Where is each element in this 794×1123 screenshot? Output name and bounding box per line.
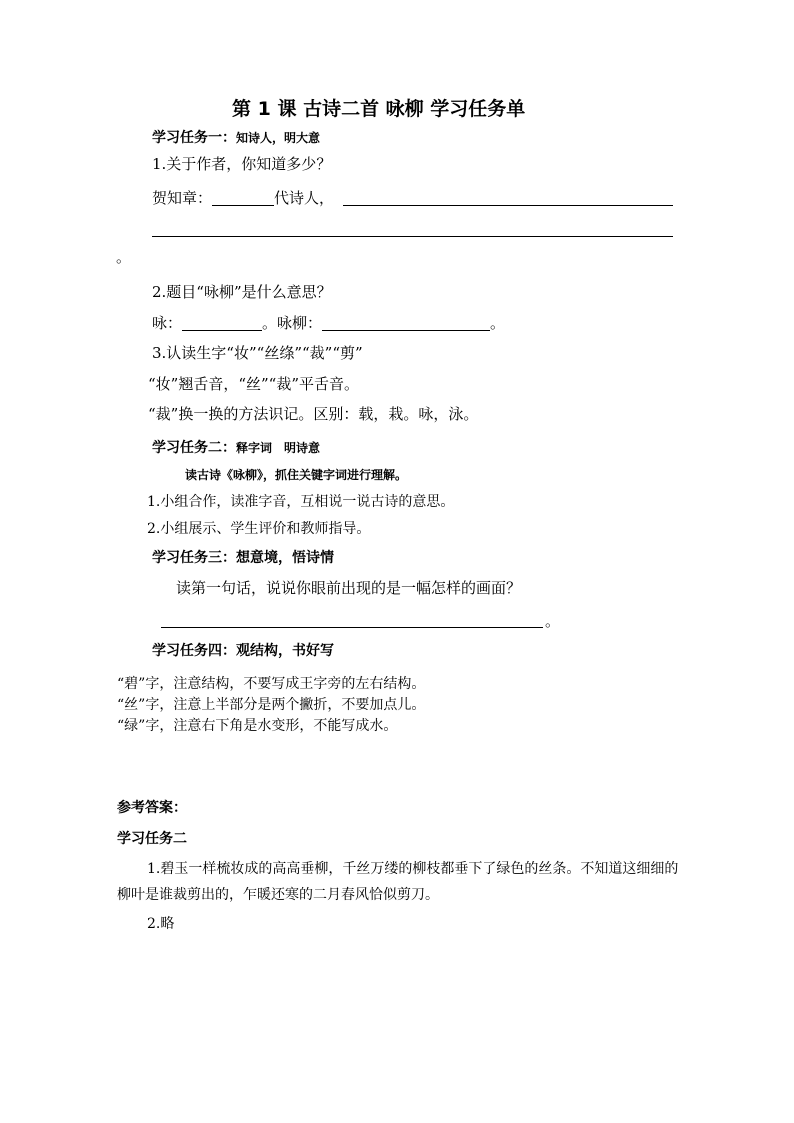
author-period: 。 bbox=[116, 248, 132, 266]
author-description-blank[interactable] bbox=[343, 205, 673, 206]
yongliu-end: 。 bbox=[490, 314, 506, 332]
task2-intro: 读古诗《咏柳》，抓住关键字词进行理解。 bbox=[185, 468, 408, 482]
yong-prefix: 咏： bbox=[152, 314, 183, 332]
author-fill-row bbox=[152, 191, 334, 206]
answers-heading: 参考答案： bbox=[117, 800, 187, 816]
task2-item-2: 2.小组展示、学生评价和教师指导。 bbox=[147, 521, 371, 537]
task1-subheading: 知诗人，明大意 bbox=[236, 131, 321, 145]
task4-line-1: “碧”字，注意结构，不要写成王字旁的左右结构。 bbox=[117, 676, 426, 692]
task2-subheading: 释字词 明诗意 bbox=[236, 441, 321, 455]
task2-heading-row bbox=[152, 439, 320, 455]
author-mid: 代诗人， bbox=[274, 189, 335, 207]
author-prefix: 贺知章： bbox=[152, 189, 213, 207]
task1-q3-line-2: “裁”换一换的方法识记。区别：载，栽。咏，泳。 bbox=[148, 405, 479, 423]
answer-1-line-1: 1.碧玉一样梳妆成的高高垂柳，千丝万缕的柳枝都垂下了绿色的丝条。不知道这细细的 bbox=[147, 861, 679, 877]
task2-heading: 学习任务二： bbox=[152, 440, 236, 456]
yong-blank[interactable] bbox=[182, 316, 262, 331]
task1-heading: 学习任务一： bbox=[152, 130, 236, 146]
task3-heading: 学习任务三：想意境，悟诗情 bbox=[152, 550, 334, 566]
task3-answer-blank[interactable] bbox=[161, 627, 543, 628]
answer-2: 2.略 bbox=[147, 916, 175, 932]
task4-line-2: “丝”字，注意上半部分是两个撇折，不要加点儿。 bbox=[117, 697, 426, 713]
task1-heading-row bbox=[152, 129, 320, 145]
task4-line-3: “绿”字，注意右下角是水变形，不能写成水。 bbox=[117, 718, 398, 734]
dynasty-blank[interactable] bbox=[212, 191, 274, 206]
page-title: 第 1 课 古诗二首 咏柳 学习任务单 bbox=[232, 98, 526, 120]
answers-subheading: 学习任务二 bbox=[117, 831, 187, 847]
task3-question: 读第一句话，说说你眼前出现的是一幅怎样的画面？ bbox=[176, 579, 522, 597]
yongliu-blank[interactable] bbox=[322, 316, 490, 331]
yong-fill-row bbox=[152, 316, 505, 331]
task1-question-2: 2.题目“咏柳”是什么意思？ bbox=[152, 283, 332, 301]
task1-q3-line-1: “妆”翘舌音，“丝”“裁”平舌音。 bbox=[148, 375, 360, 393]
task4-heading: 学习任务四：观结构，书好写 bbox=[152, 643, 334, 659]
yong-mid: 。咏柳： bbox=[262, 314, 323, 332]
task2-item-1: 1.小组合作，读准字音，互相说一说古诗的意思。 bbox=[147, 494, 455, 510]
answer-1-line-2: 柳叶是谁裁剪出的，乍暖还寒的二月春风恰似剪刀。 bbox=[117, 887, 439, 903]
task3-end: 。 bbox=[545, 612, 561, 630]
task1-question-3: 3.认读生字“妆”“丝绦”“裁”“剪” bbox=[152, 344, 363, 362]
author-description-blank-2[interactable] bbox=[152, 236, 673, 237]
task1-question-1: 1.关于作者，你知道多少？ bbox=[152, 155, 332, 173]
